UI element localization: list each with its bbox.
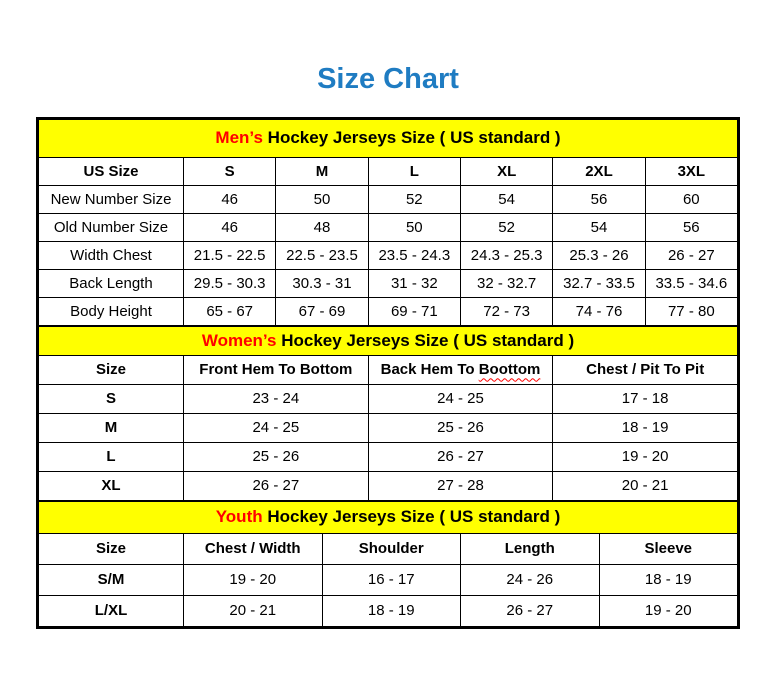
row-label: XL	[39, 471, 184, 500]
mens-size-table	[38, 119, 738, 326]
row-label: L	[39, 442, 184, 471]
table-cell: 24.3 - 25.3	[460, 241, 552, 269]
table-cell: 24 - 26	[461, 564, 600, 595]
table-row	[39, 595, 738, 626]
misspelled-word: Boottom	[478, 361, 541, 379]
row-label: L/XL	[39, 595, 184, 626]
table-cell: 56	[645, 213, 737, 241]
table-cell: 52	[368, 185, 460, 213]
column-header: Sleeve	[599, 533, 738, 564]
table-row	[39, 269, 738, 297]
mens-section-title-rest: Hockey Jerseys Size ( US standard )	[262, 128, 561, 148]
table-cell: 18 - 19	[599, 564, 738, 595]
column-header: Size	[39, 355, 184, 384]
table-cell: 25 - 26	[368, 413, 553, 442]
column-header: XL	[460, 157, 552, 185]
table-cell: 72 - 73	[460, 297, 552, 325]
womens-section-header	[39, 326, 738, 355]
column-header: 3XL	[645, 157, 737, 185]
table-cell: 26 - 27	[645, 241, 737, 269]
womens-section-title-rest: Hockey Jerseys Size ( US standard )	[276, 330, 575, 350]
column-header: S	[184, 157, 276, 185]
youth-section-header-row	[39, 501, 738, 533]
table-cell: 56	[553, 185, 645, 213]
table-row	[39, 185, 738, 213]
column-header: 2XL	[553, 157, 645, 185]
youth-size-table	[38, 501, 738, 627]
table-cell: 20 - 21	[184, 595, 323, 626]
table-cell: 27 - 28	[368, 471, 553, 500]
table-cell: 60	[645, 185, 737, 213]
row-label: Back Length	[39, 269, 184, 297]
column-header	[368, 355, 553, 384]
row-label: S/M	[39, 564, 184, 595]
table-cell: 46	[184, 213, 276, 241]
table-cell: 19 - 20	[553, 442, 738, 471]
column-header: Front Hem To Bottom	[184, 355, 369, 384]
table-row	[39, 413, 738, 442]
column-header: Chest / Width	[184, 533, 323, 564]
row-label: New Number Size	[39, 185, 184, 213]
youth-column-header-row	[39, 533, 738, 564]
table-cell: 31 - 32	[368, 269, 460, 297]
youth-section-title-rest: Hockey Jerseys Size ( US standard )	[262, 507, 561, 527]
table-cell: 32.7 - 33.5	[553, 269, 645, 297]
mens-section-header-row	[39, 119, 738, 157]
table-cell: 26 - 27	[461, 595, 600, 626]
column-header: L	[368, 157, 460, 185]
table-cell: 24 - 25	[368, 384, 553, 413]
column-header: US Size	[39, 157, 184, 185]
column-header: Size	[39, 533, 184, 564]
row-label: Body Height	[39, 297, 184, 325]
table-cell: 21.5 - 22.5	[184, 241, 276, 269]
page-title: Size Chart	[317, 63, 459, 95]
table-cell: 23.5 - 24.3	[368, 241, 460, 269]
table-cell: 77 - 80	[645, 297, 737, 325]
table-cell: 18 - 19	[553, 413, 738, 442]
table-cell: 29.5 - 30.3	[184, 269, 276, 297]
table-cell: 22.5 - 23.5	[276, 241, 368, 269]
table-cell: 19 - 20	[599, 595, 738, 626]
column-header: Shoulder	[322, 533, 461, 564]
row-label: Width Chest	[39, 241, 184, 269]
mens-section-highlight: Men’s	[215, 128, 263, 148]
table-row	[39, 241, 738, 269]
row-label: Old Number Size	[39, 213, 184, 241]
column-header: Chest / Pit To Pit	[553, 355, 738, 384]
table-cell: 69 - 71	[368, 297, 460, 325]
mens-section-header	[39, 119, 738, 157]
womens-section-header-row	[39, 326, 738, 355]
womens-column-header-row	[39, 355, 738, 384]
table-row	[39, 564, 738, 595]
table-cell: 24 - 25	[184, 413, 369, 442]
table-cell: 19 - 20	[184, 564, 323, 595]
youth-section-header	[39, 501, 738, 533]
table-cell: 54	[553, 213, 645, 241]
size-chart-table	[36, 117, 740, 629]
table-cell: 48	[276, 213, 368, 241]
table-row	[39, 213, 738, 241]
table-cell: 30.3 - 31	[276, 269, 368, 297]
table-cell: 26 - 27	[184, 471, 369, 500]
table-cell: 25 - 26	[184, 442, 369, 471]
table-cell: 52	[460, 213, 552, 241]
table-cell: 16 - 17	[322, 564, 461, 595]
table-row	[39, 297, 738, 325]
table-cell: 50	[276, 185, 368, 213]
row-label: M	[39, 413, 184, 442]
youth-section-highlight: Youth	[215, 507, 263, 527]
womens-size-table	[38, 326, 738, 501]
table-cell: 33.5 - 34.6	[645, 269, 737, 297]
table-cell: 25.3 - 26	[553, 241, 645, 269]
mens-column-header-row	[39, 157, 738, 185]
table-cell: 32 - 32.7	[460, 269, 552, 297]
table-row	[39, 442, 738, 471]
table-cell: 65 - 67	[184, 297, 276, 325]
table-cell: 26 - 27	[368, 442, 553, 471]
column-header: M	[276, 157, 368, 185]
table-cell: 54	[460, 185, 552, 213]
table-row	[39, 384, 738, 413]
table-row	[39, 471, 738, 500]
table-cell: 23 - 24	[184, 384, 369, 413]
row-label: S	[39, 384, 184, 413]
table-cell: 67 - 69	[276, 297, 368, 325]
table-cell: 20 - 21	[553, 471, 738, 500]
column-header-text: Back Hem To	[380, 361, 479, 379]
column-header: Length	[461, 533, 600, 564]
table-cell: 17 - 18	[553, 384, 738, 413]
table-cell: 46	[184, 185, 276, 213]
womens-section-highlight: Women’s	[201, 330, 277, 350]
table-cell: 18 - 19	[322, 595, 461, 626]
table-cell: 74 - 76	[553, 297, 645, 325]
table-cell: 50	[368, 213, 460, 241]
